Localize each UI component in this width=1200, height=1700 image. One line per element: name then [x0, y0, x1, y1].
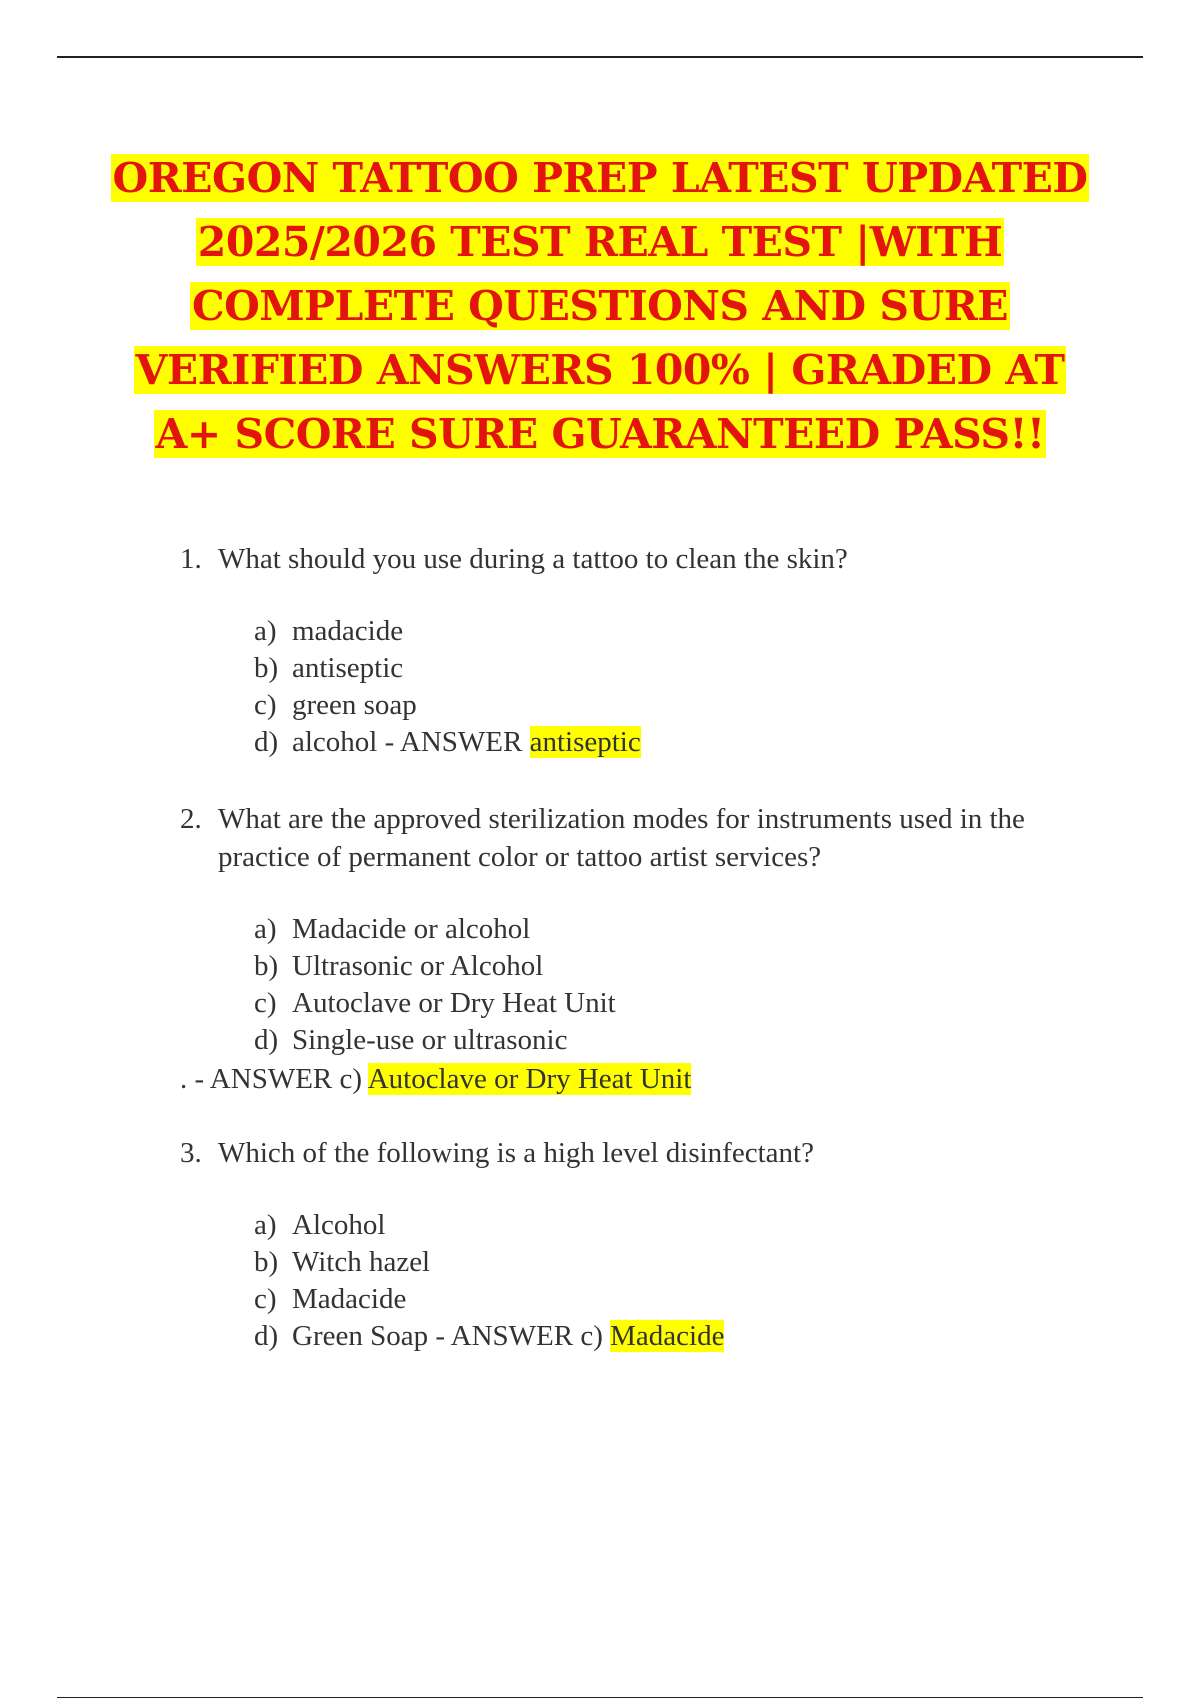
option-text: Madacide: [292, 1283, 407, 1315]
title-line-1: OREGON TATTOO PREP LATEST UPDATED: [112, 154, 1088, 202]
highlighted-answer: antiseptic: [529, 726, 641, 758]
question-2-answer: [180, 1060, 691, 1098]
option-text: Green Soap - ANSWER c): [292, 1320, 611, 1352]
option-text: Ultrasonic or Alcohol: [292, 950, 544, 982]
option-a: [254, 1207, 724, 1244]
option-letter: b): [254, 652, 279, 684]
option-b: [254, 1244, 724, 1281]
option-letter: d): [254, 1024, 279, 1056]
option-a: [254, 911, 616, 948]
title-line-4: VERIFIED ANSWERS 100% | GRADED AT: [135, 346, 1065, 394]
option-text: Autoclave or Dry Heat Unit: [292, 987, 616, 1019]
option-letter: a): [254, 913, 277, 945]
top-rule: [57, 56, 1143, 58]
option-d: [254, 1318, 724, 1355]
answer-prefix: . - ANSWER c): [180, 1063, 368, 1095]
option-text: antiseptic: [292, 652, 404, 684]
option-text: alcohol - ANSWER: [292, 726, 530, 758]
option-text: Single-use or ultrasonic: [292, 1024, 568, 1056]
question-text: What are the approved sterilization modes for instruments used in the practice of permanent color or tattoo artist services?: [218, 803, 1025, 873]
option-text: Witch hazel: [292, 1246, 431, 1278]
option-text: Alcohol: [292, 1209, 386, 1241]
option-letter: c): [254, 987, 277, 1019]
question-number: 1.: [180, 543, 202, 575]
question-1-options: [254, 613, 641, 761]
bottom-rule: [57, 1697, 1143, 1698]
option-c: [254, 687, 641, 724]
option-letter: b): [254, 1246, 279, 1278]
option-c: [254, 1281, 724, 1318]
option-a: [254, 613, 641, 650]
title-line-2: 2025/2026 TEST REAL TEST |WITH: [197, 218, 1003, 266]
question-2: [180, 800, 1098, 876]
option-letter: d): [254, 1320, 279, 1352]
title-line-5: A+ SCORE SURE GUARANTEED PASS!!: [155, 410, 1045, 458]
option-letter: a): [254, 1209, 277, 1241]
option-text: Madacide or alcohol: [292, 913, 531, 945]
option-letter: d): [254, 726, 279, 758]
question-text: Which of the following is a high level disinfectant?: [218, 1137, 814, 1169]
question-number: 3.: [180, 1137, 202, 1169]
title-line-3: COMPLETE QUESTIONS AND SURE: [191, 282, 1009, 330]
highlighted-answer: Autoclave or Dry Heat Unit: [367, 1063, 692, 1095]
option-letter: c): [254, 1283, 277, 1315]
option-text: madacide: [292, 615, 404, 647]
option-d: [254, 724, 641, 761]
option-text: green soap: [292, 689, 417, 721]
question-1: [180, 540, 1098, 578]
question-3-options: [254, 1207, 724, 1355]
highlighted-answer: Madacide: [610, 1320, 725, 1352]
option-letter: b): [254, 950, 279, 982]
question-text: What should you use during a tattoo to clean the skin?: [218, 543, 848, 575]
option-b: [254, 948, 616, 985]
option-b: [254, 650, 641, 687]
option-d: [254, 1022, 616, 1059]
question-3: [180, 1134, 1098, 1172]
question-2-options: [254, 911, 616, 1059]
option-c: [254, 985, 616, 1022]
question-number: 2.: [180, 803, 202, 835]
option-letter: a): [254, 615, 277, 647]
option-letter: c): [254, 689, 277, 721]
document-title: [100, 146, 1100, 466]
